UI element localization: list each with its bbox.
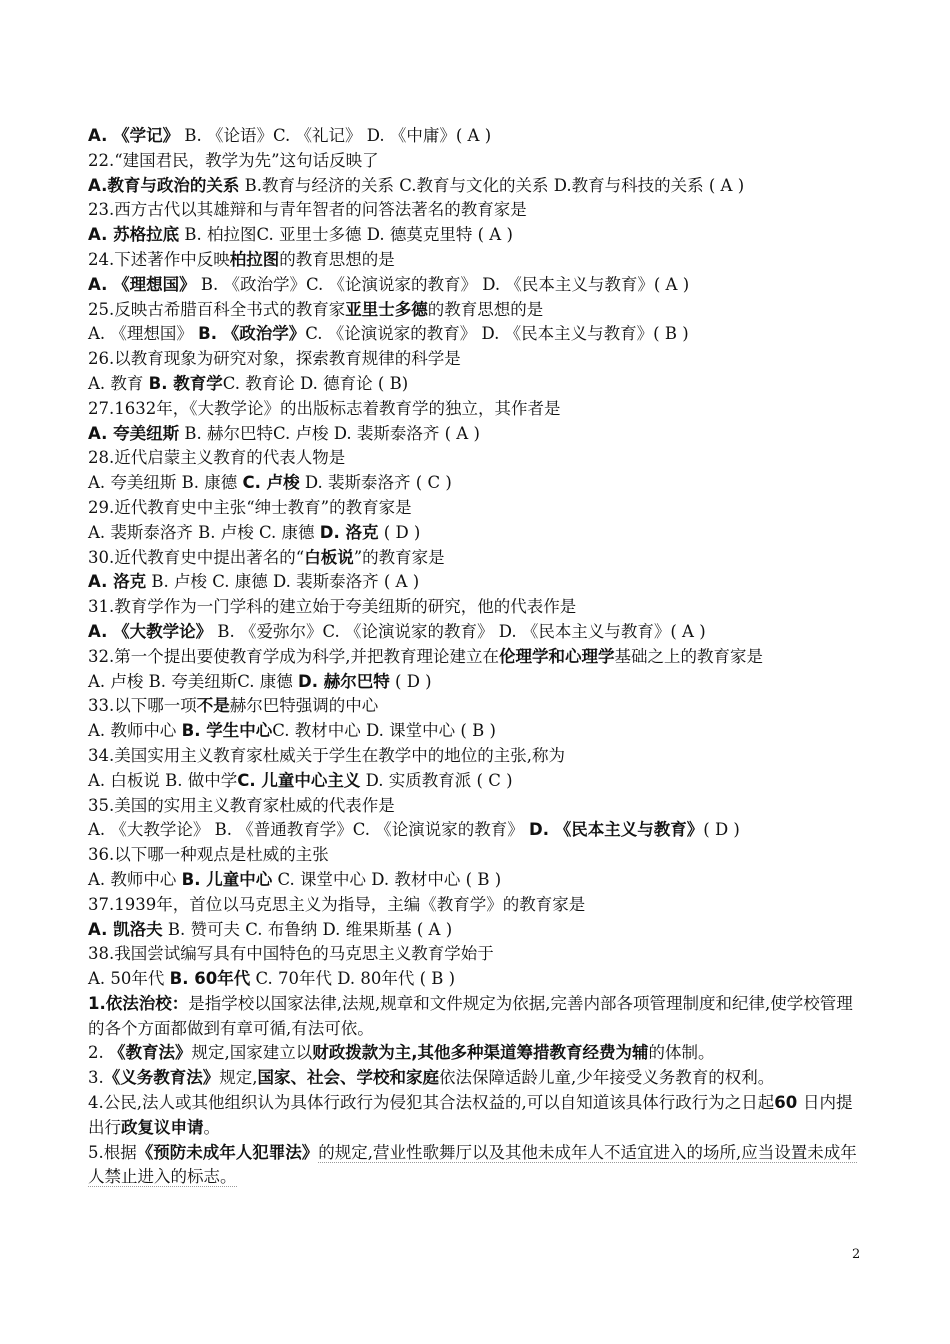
text-segment: 赫尔巴特强调的中心 (229, 696, 379, 716)
text-segment: 26.以教育现象为研究对象，探索教育规律的科学是 (88, 349, 461, 369)
text-segment: 33.以下哪一项 (88, 696, 197, 716)
text-segment: B. 赞可夫 C. 布鲁纳 D. 维果斯基 ( A ) (162, 919, 453, 939)
text-line (88, 1091, 868, 1141)
text-segment: B. 60年代 (169, 969, 251, 989)
text-line (88, 893, 868, 918)
text-line (88, 298, 868, 323)
text-line (88, 595, 868, 620)
text-line (88, 843, 868, 868)
text-line (88, 1141, 868, 1191)
text-line (88, 422, 868, 447)
text-line (88, 1041, 868, 1066)
text-segment: A.教育与政治的关系 (88, 175, 240, 195)
text-segment: 亚里士多德 (345, 299, 428, 319)
text-segment: ( D ) (378, 522, 421, 542)
text-segment: 政复议申请 (121, 1117, 204, 1137)
text-segment: 《教育法》 (109, 1043, 192, 1063)
text-segment: B. 《爱弥尔》C. 《论演说家的教育》 D. 《民本主义与教育》( A ) (212, 621, 706, 641)
text-segment: 是指学校以国家法律,法规,规章和文件规定为依据,完善内部各项管理制度和纪律,使学校管理的各个方面都做到有章可循,有法可依。 (88, 993, 853, 1038)
text-segment: C. 教育论 D. 德育论 ( B) (222, 373, 409, 393)
text-line (88, 868, 868, 893)
text-segment: 基础之上的教育家是 (614, 646, 763, 666)
text-line (88, 967, 868, 992)
text-line (88, 248, 868, 273)
text-segment: 的教育思想的是 (427, 299, 544, 319)
text-segment: 规定,国家建立以 (191, 1043, 313, 1063)
text-segment: B. 教育学 (148, 373, 223, 393)
text-segment: C. 卢梭 (242, 473, 300, 493)
text-segment: 30.近代教育史中提出著名的“ (88, 547, 305, 567)
text-segment: B. 学生中心 (181, 721, 273, 741)
text-segment: D. 洛克 (319, 522, 379, 542)
text-segment: 36.以下哪一种观点是杜威的主张 (88, 845, 329, 865)
text-line (88, 570, 868, 595)
text-segment: 23.西方古代以其雄辩和与青年智者的问答法著名的教育家是 (88, 200, 527, 220)
text-segment: 柏拉图 (229, 249, 280, 269)
text-segment: B.教育与经济的关系 C.教育与文化的关系 D.教育与科技的关系 ( A ) (239, 175, 745, 195)
text-segment: A. 洛克 (88, 572, 147, 592)
text-line (88, 719, 868, 744)
text-segment: B. 赫尔巴特C. 卢梭 D. 裴斯泰洛齐 ( A ) (179, 423, 480, 443)
text-segment: 国家、社会、学校和家庭 (257, 1068, 439, 1088)
text-line (88, 223, 868, 248)
text-segment: ( D ) (389, 671, 432, 691)
text-segment: 《义务教育法》 (103, 1068, 220, 1088)
text-line (88, 942, 868, 967)
text-segment: 4.公民,法人或其他组织认为具体行政行为侵犯其合法权益的,可以自知道该具体行政行为之日起 (88, 1093, 775, 1113)
text-segment: 《预防未成年人犯罪法》 (136, 1142, 319, 1162)
text-segment: A. 凯洛夫 (88, 919, 163, 939)
text-segment: A. 裴斯泰洛齐 B. 卢梭 C. 康德 (88, 522, 320, 542)
document-body (88, 124, 868, 1190)
text-segment: A. 《大教学论》 (88, 621, 213, 641)
text-line (88, 818, 868, 843)
text-segment: 不是 (196, 696, 230, 716)
text-segment: 25.反映古希腊百科全书式的教育家 (88, 299, 346, 319)
text-line (88, 496, 868, 521)
text-segment: B. 《政治学》 (198, 324, 306, 344)
text-line (88, 446, 868, 471)
text-segment: 的体制。 (648, 1043, 715, 1063)
text-line (88, 1066, 868, 1091)
text-line (88, 670, 868, 695)
text-segment: C. 《论演说家的教育》 D. 《民本主义与教育》( B ) (305, 324, 689, 344)
text-segment: B. 《论语》C. 《礼记》 D. 《中庸》( A ) (179, 126, 492, 145)
text-segment: A. 《大教学论》 B. 《普通教育学》C. 《论演说家的教育》 (88, 820, 530, 840)
text-segment: 伦理学和心理学 (499, 646, 615, 666)
text-line (88, 744, 868, 769)
text-line (88, 546, 868, 571)
text-line (88, 174, 868, 199)
text-line (88, 372, 868, 397)
text-line (88, 645, 868, 670)
text-segment: 29.近代教育史中主张“绅士教育”的教育家是 (88, 497, 412, 517)
text-segment: 24.下述著作中反映 (88, 249, 230, 269)
text-segment: 27.1632年，《大教学论》的出版标志着教育学的独立，其作者是 (88, 398, 561, 418)
text-segment: 60 (774, 1093, 803, 1113)
text-segment: D. 《民本主义与教育》 (529, 820, 704, 840)
text-segment: 5.根据 (88, 1142, 137, 1162)
text-segment: C. 课堂中心 D. 教材中心 ( B ) (272, 869, 502, 889)
text-segment: C. 教材中心 D. 课堂中心 ( B ) (272, 721, 496, 741)
text-segment: A. 教育 (88, 373, 149, 393)
text-line (88, 198, 868, 223)
text-segment: ”的教育家是 (353, 547, 445, 567)
text-segment: ( D ) (703, 820, 740, 840)
text-line (88, 694, 868, 719)
text-segment: A. 苏格拉底 (88, 225, 180, 245)
text-segment: 日内提出行 (88, 1093, 853, 1137)
text-segment: A. 教师中心 (88, 721, 182, 741)
text-line (88, 620, 868, 645)
text-segment: 1.依法治校： (88, 993, 189, 1013)
text-segment: 3. (88, 1068, 104, 1088)
text-segment: 的教育思想的是 (279, 249, 395, 269)
text-segment: A. 《学记》 (88, 126, 180, 145)
text-segment: 白板说 (304, 547, 354, 567)
text-segment: 38.我国尝试编写具有中国特色的马克思主义教育学始于 (88, 944, 494, 964)
text-segment: C. 儿童中心主义 (237, 770, 361, 790)
text-line (88, 794, 868, 819)
text-segment: B. 儿童中心 (181, 869, 273, 889)
text-segment: A. 《理想国》 (88, 274, 196, 294)
text-line (88, 521, 868, 546)
text-segment: 2. (88, 1043, 109, 1063)
text-segment: A. 卢梭 B. 夸美纽斯C. 康德 (88, 671, 299, 691)
text-line (88, 397, 868, 422)
text-line (88, 918, 868, 943)
text-line (88, 769, 868, 794)
text-line (88, 347, 868, 372)
text-segment: D. 赫尔巴特 (298, 671, 390, 691)
text-line (88, 322, 868, 347)
text-segment: 31.教育学作为一门学科的建立始于夸美纽斯的研究，他的代表作是 (88, 597, 577, 617)
text-segment: B. 《政治学》C. 《论演说家的教育》 D. 《民本主义与教育》( A ) (195, 274, 690, 294)
text-segment: 的规定,营业性歌舞厅以及其他未成年人不适宜进入的场所,应当设置未成年人禁止进入的标志。 (88, 1142, 857, 1187)
text-segment: 35.美国的实用主义教育家杜威的代表作是 (88, 795, 395, 815)
text-segment: 22.“建国君民，教学为先”这句话反映了 (88, 150, 379, 170)
text-segment: A. 教师中心 (88, 869, 182, 889)
text-segment: A. 《理想国》 (88, 324, 199, 344)
text-segment: C. 70年代 D. 80年代 ( B ) (250, 969, 456, 989)
text-segment: 。 (203, 1117, 220, 1137)
text-line (88, 149, 868, 174)
text-segment: 财政拨款为主,其他多种渠道筹措教育经费为辅 (312, 1043, 649, 1063)
text-segment: B. 柏拉图C. 亚里士多德 D. 德莫克里特 ( A ) (179, 225, 513, 245)
text-segment: 依法保障适龄儿童,少年接受义务教育的权利。 (439, 1068, 775, 1088)
text-line (88, 273, 868, 298)
text-segment: B. 卢梭 C. 康德 D. 裴斯泰洛齐 ( A ) (146, 572, 420, 592)
text-segment: A. 白板说 B. 做中学 (88, 770, 238, 790)
text-segment: D. 实质教育派 ( C ) (360, 770, 513, 790)
text-segment: 32.第一个提出要使教育学成为科学,并把教育理论建立在 (88, 646, 499, 666)
text-line (88, 471, 868, 496)
text-segment: D. 裴斯泰洛齐 ( C ) (299, 473, 452, 493)
text-segment: A. 夸美纽斯 B. 康德 (88, 473, 243, 493)
text-line (88, 992, 868, 1042)
page-number: 2 (852, 1247, 861, 1262)
text-segment: 34.美国实用主义教育家杜威关于学生在教学中的地位的主张,称为 (88, 745, 565, 765)
text-segment: A. 夸美纽斯 (88, 423, 180, 443)
text-line (88, 124, 868, 149)
text-segment: 规定, (219, 1068, 258, 1088)
text-segment: A. 50年代 (88, 969, 170, 989)
text-segment: 37.1939年，首位以马克思主义为指导，主编《教育学》的教育家是 (88, 894, 586, 914)
text-segment: 28.近代启蒙主义教育的代表人物是 (88, 448, 346, 468)
